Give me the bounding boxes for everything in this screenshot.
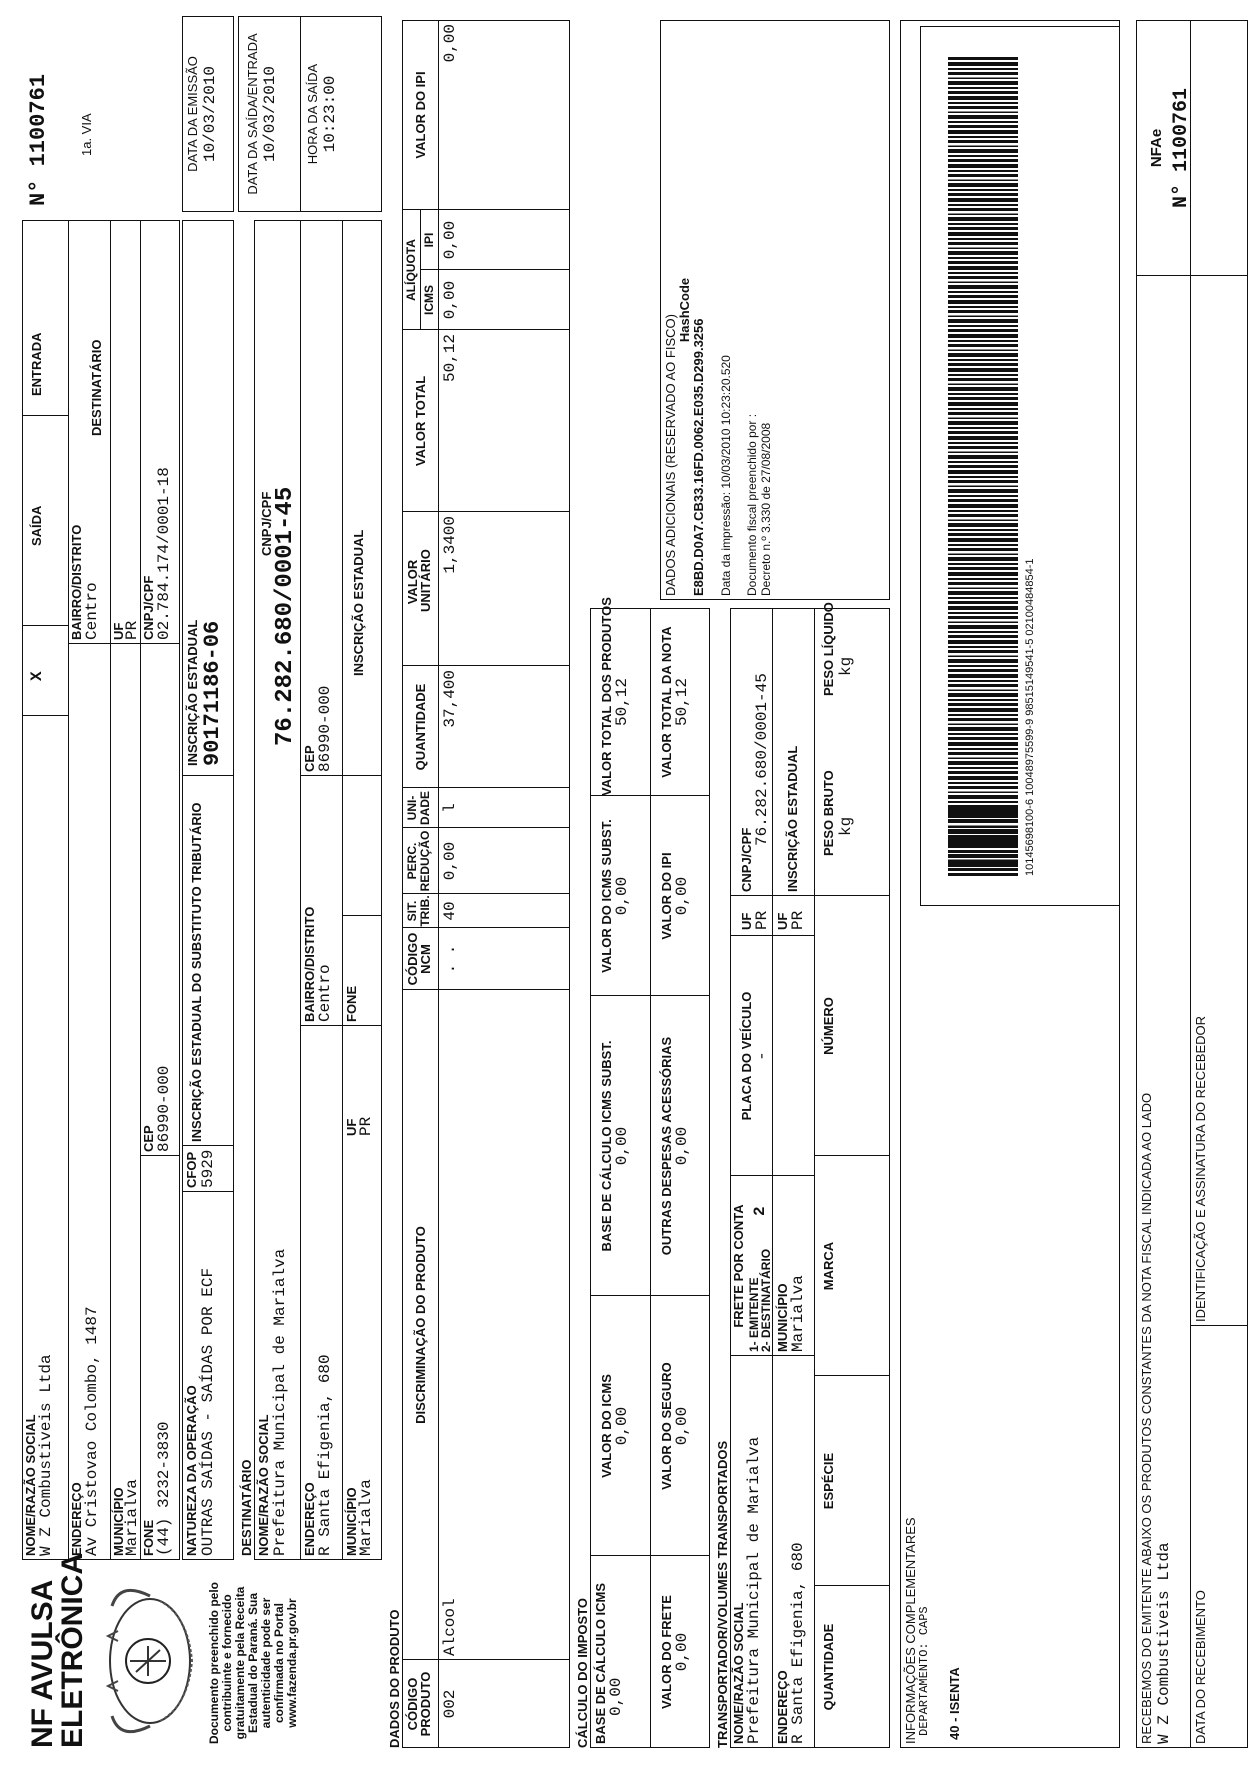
data-saida-label: DATA DA SAÍDA/ENTRADA [245,33,260,195]
transp-marca-label: MARCA [821,1241,836,1291]
valor-icms: 0,00 [613,1406,631,1446]
total-nota: 50,12 [673,678,691,727]
valor-st-label: VALOR DO ICMS SUBST. [599,819,614,973]
transp-peso-bruto-label: PESO BRUTO [821,770,836,856]
recibo-texto: RECEBEMOS DO EMITENTE ABAIXO OS PRODUTOS CONSTANTES DA NOTA FISCAL INDICADA AO LADO [1139,1092,1154,1744]
transp-endereco-label: ENDEREÇO [775,1670,790,1744]
transp-numero-label: NÚMERO [821,997,836,1055]
note-line: confirmada no Portal [272,1602,286,1724]
emitente-cnpj-label: CNPJ/CPF [141,575,156,640]
transp-frete-op2: 2- DESTINATÁRIO [759,1248,773,1352]
emitente-fone-label: FONE [141,1519,156,1556]
base-icms-label: BASE DE CÁLCULO ICMS [593,1582,608,1744]
hash-code: E8BD.D0A7.CB33.16FD.0062.E035.D299.3256 [691,318,706,596]
transp-endereco: R Santa Efigenia, 680 [789,1542,807,1744]
item-quantidade: 37,400 [441,670,459,728]
emitente-cep-label: CEP [141,1125,156,1152]
dest-cnpj: 76.282.680/0001-45 [272,486,299,746]
nota-numero: N° 1100761 [26,73,51,206]
item-descricao: Alcool [441,1598,459,1656]
col-ncm: CÓDIGO NCM [405,932,433,986]
total-nota-label: VALOR TOTAL DA NOTA [659,626,674,778]
col-valor-total: VALOR TOTAL [413,375,428,467]
dest-uf: PR [357,1116,375,1136]
note-line: Estadual do Paraná. Sua [246,1592,260,1734]
total-produtos: 50,12 [613,678,631,727]
cfop-label: CFOP [184,1151,199,1188]
emitente-endereco: Av Cristovao Colombo, 1487 [83,1306,101,1556]
dest-fone-label: FONE [344,985,359,1022]
transp-nome: Prefeitura Municipal de Marialva [745,1436,763,1744]
item-perc-red: 0,00 [441,841,459,881]
data-saida: 10/03/2010 [261,66,279,163]
emitente-nome: W Z Combustiveis Ltda [37,1354,55,1556]
ie-label: INSCRIÇÃO ESTADUAL [185,619,200,766]
item-unidade: l [441,803,459,813]
frete: 0,00 [673,1632,691,1672]
col-codigo: CÓDIGO PRODUTO [405,1671,433,1737]
recibo-emitente: W Z Combustiveis Ltda [1155,1542,1173,1744]
dest-nome: Prefeitura Municipal de Marialva [271,1248,289,1556]
item-aliq-ipi: 0,00 [441,220,459,260]
transp-quantidade-label: QUANTIDADE [821,1623,836,1711]
emitente-municipio: Marialva [123,1479,141,1556]
cfop: 5929 [199,1149,217,1188]
transp-placa-label: PLACA DO VEÍCULO [739,991,754,1121]
item-ncm: . . [441,944,459,974]
data-emissao: 10/03/2010 [201,66,219,163]
transp-peso-bruto: kg [837,816,855,836]
dest-cep: 86990-000 [316,685,334,772]
item-codigo: 002 [441,1689,459,1719]
total-produtos-label: VALOR TOTAL DOS PRODUTOS [599,597,614,796]
dest-ie-label: INSCRIÇÃO ESTADUAL [351,529,366,676]
ipi-label: VALOR DO IPI [659,852,674,940]
info-label: INFORMAÇÕES COMPLEMENTARES [903,1517,918,1744]
seguro-label: VALOR DO SEGURO [659,1362,674,1490]
transp-cnpj: 76.282.680/0001-45 [753,673,771,846]
transp-nome-label: NOME/RAZÃO SOCIAL [731,1602,746,1744]
recibo-numero: N° 1100761 [1170,87,1193,209]
valor-st: 0,00 [613,876,631,916]
dest-municipio-label: MUNICÍPIO [344,1487,359,1556]
col-sit-trib: SIT. TRIB. [405,895,432,927]
note-line: autenticidade pode ser [259,1597,273,1729]
transp-cnpj-label: CNPJ/CPF [739,827,754,892]
dest-bairro-label: BAIRRO/DISTRITO [302,906,317,1022]
nf-title-line1: NF AVULSA [26,1579,59,1748]
transportador-section-label: TRANSPORTADOR/VOLUMES TRANSPORTADOS [715,1440,730,1748]
transp-uf-label: UF [739,912,754,930]
dest-endereco-label: ENDEREÇO [302,1482,317,1556]
emitente-endereco-label: ENDEREÇO [69,1482,84,1556]
hora-saida-label: HORA DA SAÍDA [305,63,320,165]
emitente-cep: 86990-000 [155,1065,173,1152]
item-valor-unit: 1,3400 [441,516,459,574]
transp-frete-val: 2 [751,1206,769,1216]
col-unidade: UNI- DADE [405,791,432,826]
base-st: 0,00 [613,1126,631,1166]
emitente-uf-label: UF [111,622,126,640]
tipo-mark: X [28,671,46,681]
nota-via: 1a. VIA [79,113,94,156]
transp-uf2: PR [789,910,807,930]
transp-municipio: Marialva [789,1275,807,1352]
dest-municipio: Marialva [357,1479,375,1556]
destinatario-section-label: DESTINATÁRIO [239,1459,254,1556]
seguro: 0,00 [673,1406,691,1446]
note-line: Documento preenchido pelo [207,1582,221,1745]
transp-peso-liquido: kg [837,656,855,676]
decreto-note: Decreto n.º 3.330 de 27/08/2008 [759,422,773,596]
base-st-label: BASE DE CÁLCULO ICMS SUBST. [599,1040,614,1252]
destinatario-via-label: DESTINATÁRIO [89,339,104,436]
emitente-fone: (44) 3232-3830 [155,1421,173,1556]
data-emissao-label: DATA DA EMISSÃO [185,56,200,172]
emitente-uf: PR [123,620,141,640]
item-aliq-icms: 0,00 [441,280,459,320]
col-perc-red: PERC. REDUÇÃO [405,830,432,892]
col-descricao: DISCRIMINAÇÃO DO PRODUTO [413,1226,428,1424]
dest-cep-label: CEP [302,745,317,772]
transp-municipio-label: MUNICÍPIO [775,1283,790,1352]
ie: 90171186-06 [200,620,225,766]
item-valor-ipi: 0,00 [441,24,459,63]
doc-fiscal-note: Documento fiscal preenchido por : [745,413,759,596]
natureza: OUTRAS SAÍDAS - SAÍDAS POR ECF [199,1267,217,1556]
nf-title-line2: ELETRÔNICA [56,1553,89,1748]
outras: 0,00 [673,1126,691,1166]
natureza-label: NATUREZA DA OPERAÇÃO [184,1385,199,1556]
transp-placa: - [753,1051,771,1061]
transp-frete-op1: 1- EMITENTE [747,1277,761,1352]
info-isenta: 40 - ISENTA [947,1667,962,1740]
dest-cnpj-label: CNPJ/CPF [259,491,274,556]
transp-uf2-label: UF [775,912,790,930]
transp-especie-label: ESPÉCIE [821,1452,836,1510]
barcode-icon [948,56,1018,876]
frete-label: VALOR DO FRETE [659,1595,674,1709]
nf-title [28,1553,88,1748]
emitente-municipio-label: MUNICÍPIO [111,1487,126,1556]
tipo-entrada: ENTRADA [29,332,44,396]
note-line: contribuinte e fornecido [220,1594,234,1732]
transp-frete-label: FRETE POR CONTA [731,1204,746,1328]
col-aliq-ipi: IPI [422,232,436,248]
col-valor-ipi: VALOR DO IPI [413,71,428,159]
tipo-saida: SAÍDA [29,505,44,546]
col-quantidade: QUANTIDADE [413,683,428,771]
hash-label: HashCode [677,277,692,343]
emitente-nome-label: NOME/RAZÃO SOCIAL [23,1414,38,1556]
item-sit-trib: 40 [441,901,459,921]
transp-ie-label: INSCRIÇÃO ESTADUAL [785,745,800,892]
dest-uf-label: UF [344,1118,359,1136]
col-valor-unit: VALOR UNITÁRIO [405,549,433,612]
transp-peso-liquido-label: PESO LÍQUIDO [821,602,836,696]
outras-label: OUTRAS DESPESAS ACESSÓRIAS [659,1036,674,1256]
base-icms: 0,00 [607,1677,625,1716]
recibo-data-label: DATA DO RECEBIMENTO [1193,1590,1208,1744]
hora-saida: 10:23:00 [321,75,339,153]
ipi: 0,00 [673,876,691,916]
valor-icms-label: VALOR DO ICMS [599,1374,614,1478]
emitente-bairro: Centro [83,582,101,640]
recibo-nfae: NFAe [1148,128,1165,168]
emitente-bairro-label: BAIRRO/DISTRITO [69,524,84,640]
dest-nome-label: NOME/RAZÃO SOCIAL [256,1414,271,1556]
note-line: www.fazenda.pr.gov.br [285,1598,299,1728]
item-valor-total: 50,12 [441,334,459,383]
note-line: gratuitamente pela Receita [233,1586,247,1740]
parana-coat-of-arms-icon [100,1576,200,1746]
produtos-section-label: DADOS DO PRODUTO [387,1609,402,1748]
dest-bairro: Centro [316,964,334,1022]
fisco-label: DADOS ADICIONAIS (RESERVADO AO FISCO) [663,314,678,596]
data-impressao: Data da impressão: 10/03/2010 10:23:20.520 [719,355,733,596]
info-dept: DEPARTAMENTO: CAPS [917,1606,931,1736]
validation-note [208,1558,299,1768]
col-aliquota: ALÍQUOTA [404,239,418,301]
ie-st-label: INSCRIÇÃO ESTADUAL DO SUBSTITUTO TRIBUTÁRIO [189,802,204,1142]
barcode-number: 10145698100-6 10048975599-9 98515149541-5 02100484854-1 [1024,558,1036,876]
imposto-section-label: CÁLCULO DO IMPOSTO [575,1598,590,1748]
col-aliq-icms: ICMS [422,285,436,315]
recibo-assinatura-label: IDENTIFICAÇÃO E ASSINATURA DO RECEBEDOR [1193,1015,1208,1322]
emitente-cnpj: 02.784.174/0001-18 [155,467,173,640]
transp-uf: PR [753,910,771,930]
dest-endereco: R Santa Efigenia, 680 [316,1354,334,1556]
